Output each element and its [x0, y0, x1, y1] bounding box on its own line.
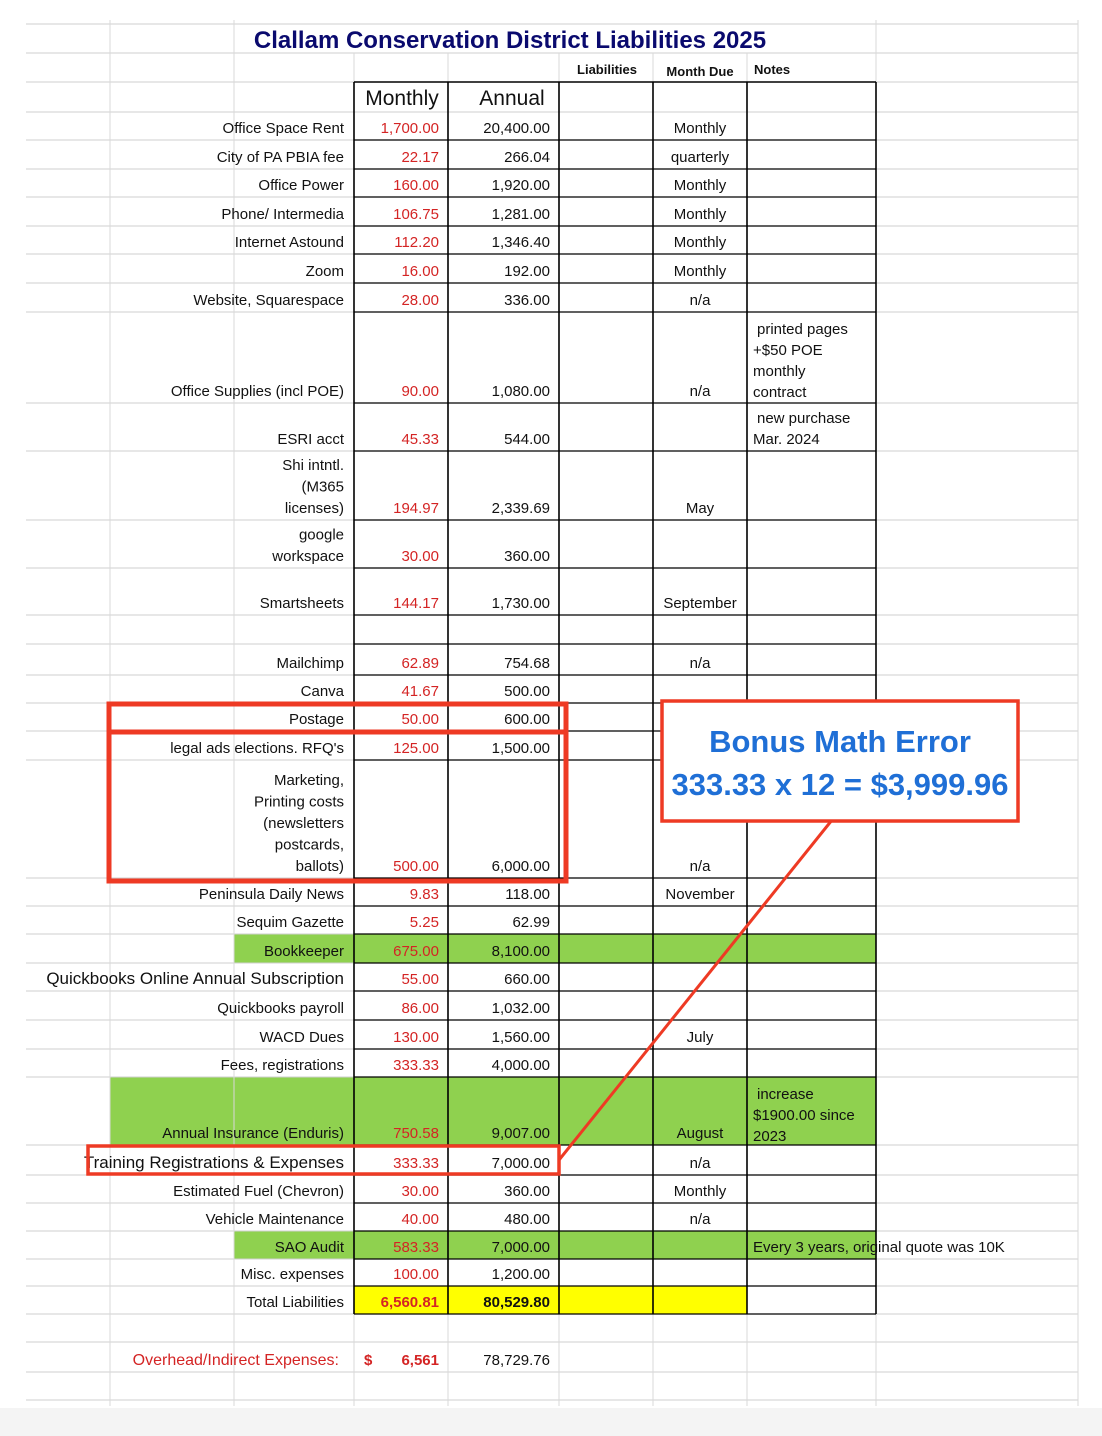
month-due-value: August — [676, 1125, 724, 1142]
annual-value: 600.00 — [504, 711, 550, 728]
overhead-label: Overhead/Indirect Expenses: — [132, 1352, 339, 1369]
row-label-line: Printing costs — [253, 793, 344, 811]
monthly-value: 583.33 — [393, 1239, 439, 1256]
annual-value: 360.00 — [504, 1183, 550, 1200]
annual-value: 80,529.80 — [483, 1294, 550, 1311]
row-label: Office Power — [258, 177, 344, 194]
row-label: Zoom — [305, 263, 344, 280]
row-label-line: (M365 — [301, 478, 344, 496]
monthly-value: 22.17 — [401, 149, 439, 166]
row-label: WACD Dues — [259, 1029, 344, 1046]
monthly-value: 144.17 — [393, 595, 439, 612]
callout-box — [662, 701, 1018, 821]
note-text: Mar. 2024 — [753, 431, 820, 448]
month-due-value: n/a — [689, 1211, 711, 1228]
monthly-value: 41.67 — [401, 683, 439, 700]
row-label: Training Registrations & Expenses — [83, 1153, 344, 1172]
annual-value: 754.68 — [504, 655, 550, 672]
annual-value: 1,080.00 — [491, 383, 550, 400]
month-due-value: May — [685, 500, 715, 517]
header-annual: Annual — [479, 87, 545, 110]
row-label: Misc. expenses — [240, 1266, 344, 1283]
monthly-value: 9.83 — [409, 886, 439, 903]
row-label: legal ads elections. RFQ's — [170, 740, 344, 757]
note-text: $1900.00 since — [753, 1107, 855, 1124]
monthly-value: 45.33 — [401, 431, 439, 448]
annual-value: 1,281.00 — [491, 206, 550, 223]
row-label: Shi intntl. — [282, 457, 344, 474]
annual-value: 1,920.00 — [491, 177, 550, 194]
overhead-currency: $ — [364, 1352, 373, 1369]
note-text: new purchase — [757, 410, 851, 427]
annual-value: 7,000.00 — [491, 1155, 550, 1172]
annual-value: 544.00 — [504, 431, 550, 448]
annual-value: 1,560.00 — [491, 1029, 550, 1046]
annual-value: 360.00 — [504, 548, 550, 565]
monthly-value: 106.75 — [393, 206, 439, 223]
sheet-title: Clallam Conservation District Liabilities 2025 — [253, 27, 767, 54]
note-text: 2023 — [753, 1128, 787, 1145]
row-label: Vehicle Maintenance — [205, 1211, 344, 1228]
overhead-monthly: 6,561 — [401, 1352, 439, 1369]
month-due-value: n/a — [689, 383, 711, 400]
row-label: Peninsula Daily News — [198, 886, 344, 903]
sheet-bottom-edge — [0, 1408, 1102, 1436]
row-label: Mailchimp — [276, 655, 344, 672]
month-due-value: September — [663, 595, 737, 612]
annual-value: 1,500.00 — [491, 740, 550, 757]
monthly-value: 750.58 — [393, 1125, 439, 1142]
month-due-value: Monthly — [673, 234, 727, 251]
monthly-value: 333.33 — [393, 1155, 439, 1172]
month-due-value: n/a — [689, 1155, 711, 1172]
row-label: Bookkeeper — [263, 943, 344, 960]
header-liabilities: Liabilities — [577, 62, 637, 77]
month-due-value: July — [686, 1029, 714, 1046]
row-label: City of PA PBIA fee — [216, 149, 344, 166]
note-text: increase — [757, 1086, 814, 1103]
annual-value: 1,200.00 — [491, 1266, 550, 1283]
monthly-value: 40.00 — [401, 1211, 439, 1228]
monthly-value: 5.25 — [409, 914, 439, 931]
row-label: ESRI acct — [277, 431, 344, 448]
monthly-value: 30.00 — [401, 1183, 439, 1200]
month-due-value: n/a — [689, 292, 711, 309]
monthly-value: 675.00 — [393, 943, 439, 960]
monthly-value: 62.89 — [401, 655, 439, 672]
annual-value: 8,100.00 — [491, 943, 550, 960]
monthly-value: 90.00 — [401, 383, 439, 400]
row-label: Annual Insurance (Enduris) — [162, 1125, 344, 1142]
monthly-value: 500.00 — [393, 858, 439, 875]
month-due-value: n/a — [689, 655, 711, 672]
annual-value: 1,346.40 — [491, 234, 550, 251]
row-label: Fees, registrations — [220, 1057, 344, 1074]
month-due-value: quarterly — [670, 149, 730, 166]
month-due-value: Monthly — [673, 120, 727, 137]
monthly-value: 125.00 — [393, 740, 439, 757]
row-label: Website, Squarespace — [193, 292, 344, 309]
row-label-line: postcards, — [274, 836, 344, 854]
month-due-value: November — [665, 886, 735, 903]
row-label: google — [298, 526, 344, 544]
row-label: Estimated Fuel (Chevron) — [173, 1183, 344, 1200]
row-label: Canva — [300, 683, 344, 700]
annual-value: 20,400.00 — [483, 120, 550, 137]
monthly-value: 30.00 — [401, 548, 439, 565]
row-label: Office Space Rent — [222, 120, 344, 137]
row-label: Office Supplies (incl POE) — [170, 383, 344, 400]
annual-value: 192.00 — [504, 263, 550, 280]
month-due-value: Monthly — [673, 206, 727, 223]
row-label: Marketing, — [273, 772, 344, 789]
row-label-line: ballots) — [295, 858, 344, 875]
annual-value: 118.00 — [505, 886, 550, 903]
callout-equation: 333.33 x 12 = $3,999.96 — [671, 767, 1009, 802]
monthly-value: 28.00 — [401, 292, 439, 309]
monthly-value: 16.00 — [401, 263, 439, 280]
row-label: Quickbooks Online Annual Subscription — [46, 969, 344, 988]
monthly-value: 160.00 — [393, 177, 439, 194]
monthly-value: 130.00 — [393, 1029, 439, 1046]
monthly-value: 50.00 — [401, 711, 439, 728]
annual-value: 500.00 — [504, 683, 550, 700]
overhead-annual: 78,729.76 — [483, 1352, 550, 1369]
note-text: printed pages — [757, 321, 848, 338]
month-due-value: n/a — [689, 858, 711, 875]
annual-value: 7,000.00 — [491, 1239, 550, 1256]
header-notes: Notes — [754, 62, 791, 77]
annual-value: 1,730.00 — [491, 595, 550, 612]
row-label: SAO Audit — [274, 1239, 344, 1256]
row-label-line: licenses) — [284, 500, 344, 517]
annual-value: 1,032.00 — [491, 1000, 550, 1017]
monthly-value: 1,700.00 — [380, 120, 439, 137]
annual-value: 266.04 — [504, 149, 550, 166]
note-text: contract — [753, 384, 807, 401]
month-due-value: Monthly — [673, 1183, 727, 1200]
row-label: Phone/ Intermedia — [221, 206, 344, 223]
month-due-value: Monthly — [673, 263, 727, 280]
callout-title: Bonus Math Error — [709, 724, 971, 759]
row-label-line: (newsletters — [263, 815, 344, 832]
monthly-value: 6,560.81 — [380, 1294, 439, 1311]
monthly-value: 112.20 — [394, 234, 439, 251]
annual-value: 4,000.00 — [491, 1057, 550, 1074]
row-label: Smartsheets — [259, 595, 344, 612]
annual-value: 480.00 — [504, 1211, 550, 1228]
annual-value: 62.99 — [512, 914, 550, 931]
row-label: Sequim Gazette — [236, 914, 344, 931]
row-label: Quickbooks payroll — [217, 1000, 344, 1017]
header-month-due: Month Due — [666, 64, 734, 79]
row-label: Postage — [288, 711, 344, 728]
row-label-line: workspace — [272, 548, 344, 565]
note-text: monthly — [753, 363, 806, 380]
annual-value: 336.00 — [504, 292, 550, 309]
annual-value: 2,339.69 — [491, 500, 550, 517]
monthly-value: 86.00 — [401, 1000, 439, 1017]
note-text: +$50 POE — [753, 342, 823, 359]
annual-value: 6,000.00 — [491, 858, 550, 875]
row-label: Total Liabilities — [246, 1294, 344, 1311]
monthly-value: 55.00 — [401, 971, 439, 988]
note-text: Every 3 years, original quote was 10K — [753, 1239, 1005, 1256]
annual-value: 9,007.00 — [491, 1125, 550, 1142]
monthly-value: 194.97 — [393, 500, 439, 517]
annual-value: 660.00 — [504, 971, 550, 988]
row-label: Internet Astound — [234, 234, 344, 251]
monthly-value: 333.33 — [393, 1057, 439, 1074]
header-monthly: Monthly — [365, 87, 439, 110]
monthly-value: 100.00 — [393, 1266, 439, 1283]
month-due-value: Monthly — [673, 177, 727, 194]
